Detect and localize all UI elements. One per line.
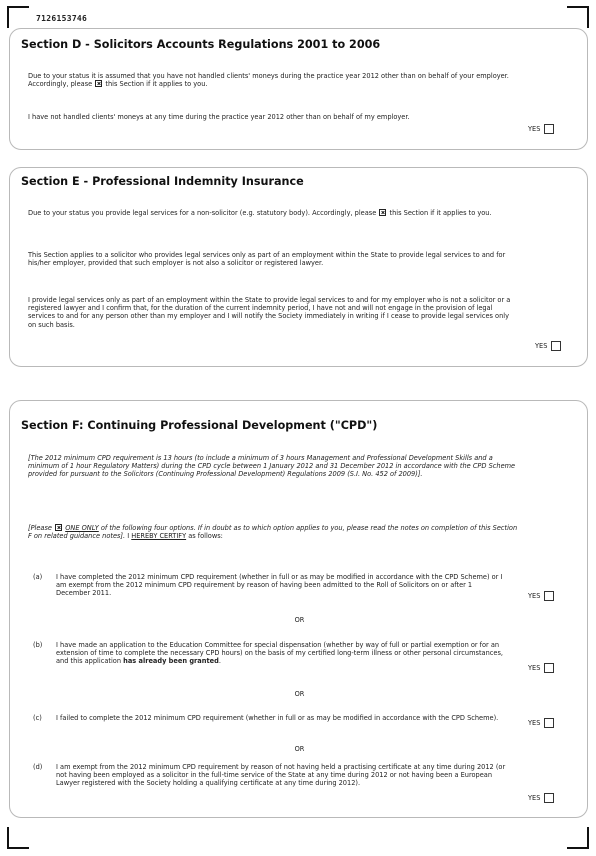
yes-label: YES bbox=[535, 341, 548, 350]
yes-label: YES bbox=[528, 718, 541, 727]
corner-mark-top-left bbox=[7, 6, 29, 28]
option-c-yes-checkbox[interactable] bbox=[544, 718, 554, 728]
section-d-title: Section D - Solicitors Accounts Regulations 2001 to 2006 bbox=[21, 38, 381, 51]
corner-mark-top-right bbox=[567, 6, 589, 28]
option-d-marker: (d) bbox=[33, 763, 43, 771]
section-e-title: Section E - Professional Indemnity Insurance bbox=[21, 175, 304, 188]
tick-box-example-icon bbox=[55, 524, 62, 531]
section-f-title: Section F: Continuing Professional Development ("CPD") bbox=[21, 419, 378, 432]
section-e-intro: Due to your status you provide legal services for a non-solicitor (e.g. statutory body). Accordingly, please this Section if it applies to you. bbox=[28, 209, 492, 217]
option-d-text: I am exempt from the 2012 minimum CPD requirement by reason of not having held a practising certificate at any time during 2012 (or not having been employed as a solicitor in the full-time service of the State at any time during 2012 or not having been a European Lawyer registered with the Society holding a qualifying certificate at any time during 2012). bbox=[56, 763, 506, 788]
option-a-marker: (a) bbox=[33, 573, 43, 581]
section-d bbox=[9, 28, 588, 150]
option-a-text: I have completed the 2012 minimum CPD requirement (whether in full or as may be modified in accordance with the CPD Scheme) or I am exempt from the 2012 minimum CPD requirement by reason of having been admitted to the Roll of Solicitors on or after 1 December 2011. bbox=[56, 573, 503, 598]
section-f-requirement: [The 2012 minimum CPD requirement is 13 hours (to include a minimum of 3 hours Management and Professional Development Skills and a minimum of 1 hour Regulatory Matters) during the CPD cycle between 1 January 2012 and 31 December 2012 in accordance with the CPD Scheme provided for pursuant to the Solicitors (Continuing Professional Development) Regulations 2009 (S.I. No. 452 of 2009)]. bbox=[28, 454, 516, 479]
option-d-yes bbox=[528, 793, 554, 803]
corner-mark-bottom-right bbox=[567, 827, 589, 849]
option-b-yes bbox=[528, 663, 554, 673]
section-e-yes bbox=[535, 341, 561, 351]
option-c-yes bbox=[528, 718, 554, 728]
section-e-applies: This Section applies to a solicitor who provides legal services only as part of an employment within the State to provide legal services to and for his/her employer, provided that such employer is not also a solicitor or registered lawyer. bbox=[28, 251, 506, 268]
or-separator: OR bbox=[294, 616, 305, 624]
corner-mark-bottom-left bbox=[7, 827, 29, 849]
option-b-yes-checkbox[interactable] bbox=[544, 663, 554, 673]
yes-label: YES bbox=[528, 663, 541, 672]
option-d-yes-checkbox[interactable] bbox=[544, 793, 554, 803]
section-e bbox=[9, 167, 588, 367]
section-d-yes-checkbox[interactable] bbox=[544, 124, 554, 134]
section-d-statement: I have not handled clients' moneys at any time during the practice year 2012 other than on behalf of my employer. bbox=[28, 113, 410, 121]
tick-box-example-icon bbox=[379, 209, 386, 216]
option-b-marker: (b) bbox=[33, 641, 43, 649]
section-f-instruction: [Please ONE ONLY of the following four options. If in doubt as to which option applies to you, please read the notes on completion of this Section F on related guidance notes]. I HEREBY CERTIFY as follows: bbox=[28, 524, 518, 541]
yes-label: YES bbox=[528, 124, 541, 133]
or-separator: OR bbox=[294, 745, 305, 753]
yes-label: YES bbox=[528, 591, 541, 600]
option-a-yes-checkbox[interactable] bbox=[544, 591, 554, 601]
yes-label: YES bbox=[528, 793, 541, 802]
option-b-text: I have made an application to the Education Committee for special dispensation (whether by way of full or partial exemption or for an extension of time to complete the necessary CPD hours) on the basis of my certified long-term illness or other personal circumstances, and this application has already been granted. bbox=[56, 641, 503, 666]
or-separator: OR bbox=[294, 690, 305, 698]
section-e-statement: I provide legal services only as part of an employment within the State to provide legal services to and for my employer who is not a solicitor or a registered lawyer and I confirm that, for the duration of the current indemnity period, I have not and will not engage in the provision of legal services to and for any person other than my employer and I will notify the Society immediately in writing if I cease to provide legal services only on such basis. bbox=[28, 296, 511, 329]
section-d-yes bbox=[528, 124, 554, 134]
tick-box-example-icon bbox=[95, 80, 102, 87]
document-id: 7126153746 bbox=[36, 14, 88, 23]
option-c-text: I failed to complete the 2012 minimum CPD requirement (whether in full or as may be modified in accordance with the CPD Scheme). bbox=[56, 714, 499, 722]
option-a-yes bbox=[528, 591, 554, 601]
section-e-yes-checkbox[interactable] bbox=[551, 341, 561, 351]
section-d-intro: Due to your status it is assumed that you have not handled clients' moneys during the practice year 2012 other than on behalf of your employer. Accordingly, please this Section if it applies to you. bbox=[28, 72, 509, 89]
section-f bbox=[9, 400, 588, 818]
option-c-marker: (c) bbox=[33, 714, 42, 722]
